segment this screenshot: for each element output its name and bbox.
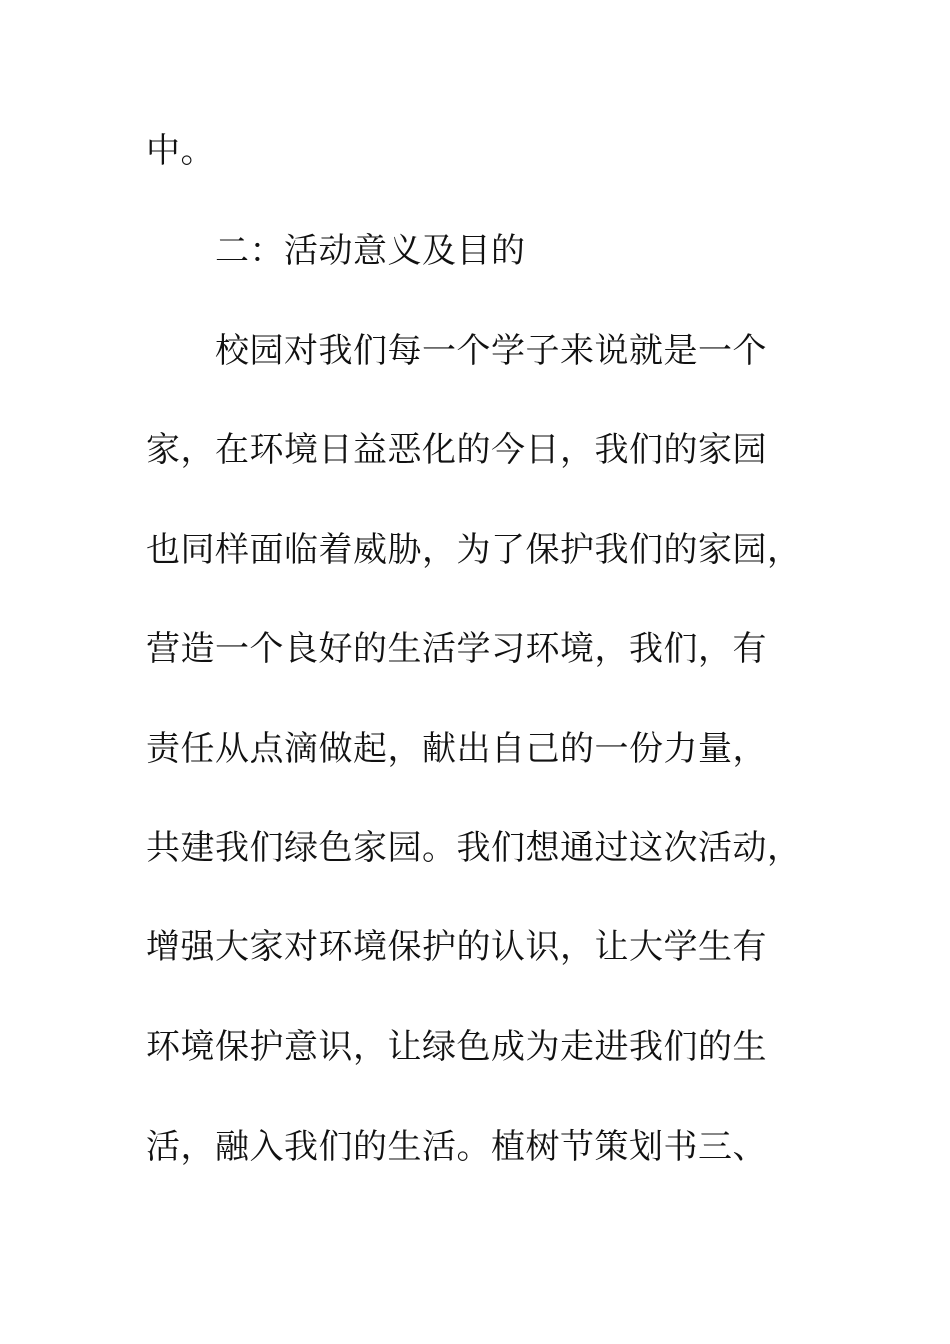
paragraph-line-2: 家，在环境日益恶化的今日，我们的家园 (146, 430, 767, 470)
paragraph-line-1: 校园对我们每一个学子来说就是一个 (215, 331, 767, 371)
section-heading: 二：活动意义及目的 (215, 231, 526, 271)
paragraph-line-6: 共建我们绿色家园。我们想通过这次活动， (146, 828, 802, 868)
text-line-1: 中。 (146, 131, 215, 171)
paragraph-line-5: 责任从点滴做起，献出自己的一份力量， (146, 729, 767, 769)
paragraph-line-8: 环境保护意识，让绿色成为走进我们的生 (146, 1027, 767, 1067)
paragraph-line-4: 营造一个良好的生活学习环境，我们，有 (146, 629, 767, 669)
paragraph-line-7: 增强大家对环境保护的认识，让大学生有 (146, 927, 767, 967)
paragraph-line-3: 也同样面临着威胁，为了保护我们的家园， (146, 530, 802, 570)
paragraph-line-9: 活，融入我们的生活。植树节策划书三、 (146, 1127, 767, 1167)
